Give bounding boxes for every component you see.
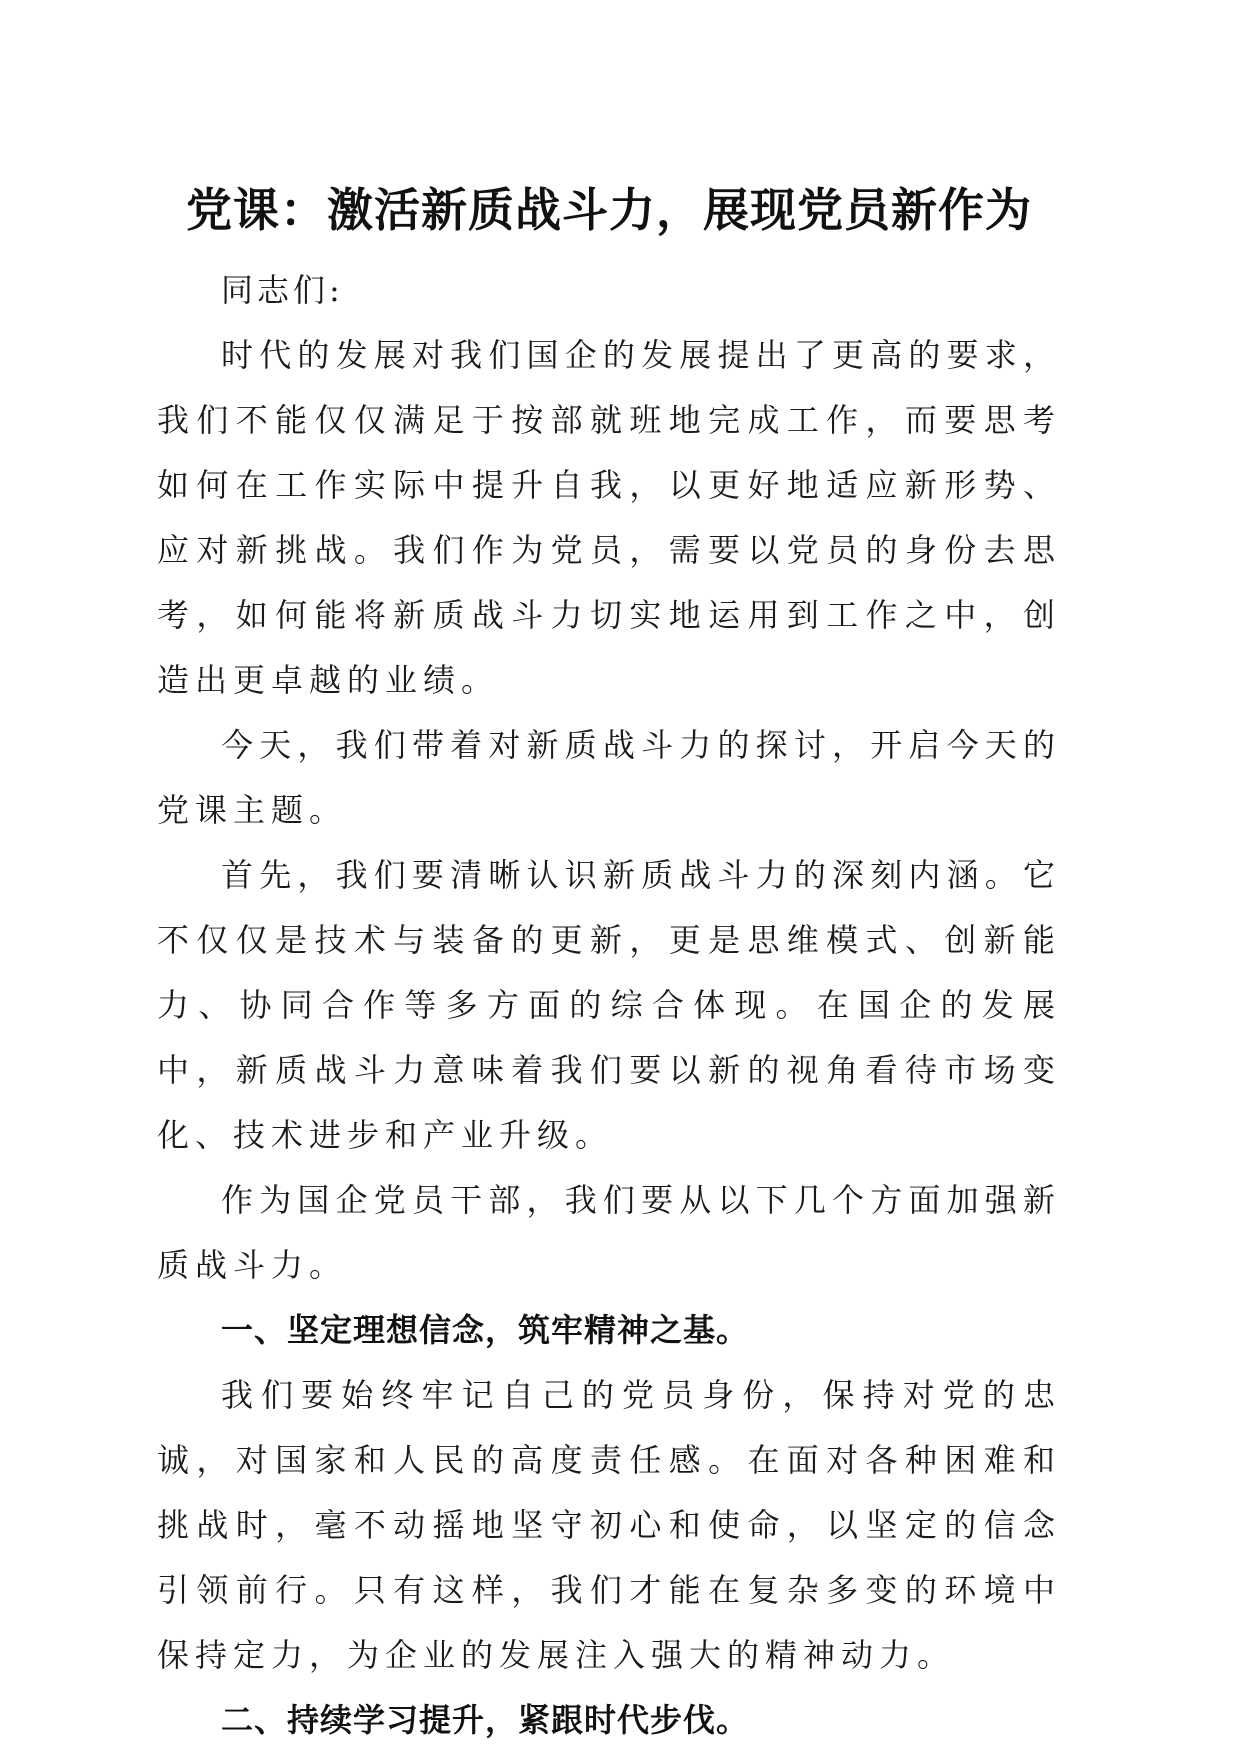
section-heading-2: 二、持续学习提升，紧跟时代步伐。 <box>221 1701 750 1739</box>
paragraph-aspects: 作为国企党员干部，我们要从以下几个方面加强新质战斗力。 <box>157 1181 1061 1284</box>
section-heading-1: 一、坚定理想信念，筑牢精神之基。 <box>221 1311 750 1349</box>
document-body <box>157 180 1061 1753</box>
salutation: 同志们: <box>221 271 344 309</box>
document-title: 党课：激活新质战斗力，展现党员新作为 <box>186 183 1032 237</box>
paragraph-topic: 今天，我们带着对新质战斗力的探讨，开启今天的党课主题。 <box>157 726 1061 829</box>
paragraph-intro: 时代的发展对我们国企的发展提出了更高的要求，我们不能仅仅满足于按部就班地完成工作，而要思考如何在工作实际中提升自我，以更好地适应新形势、应对新挑战。我们作为党员，需要以党员的身份去思考，如何能将新质战斗力切实地运用到工作之中，创造出更卓越的业绩。 <box>157 336 1061 699</box>
paragraph-connotation: 首先，我们要清晰认识新质战斗力的深刻内涵。它不仅仅是技术与装备的更新，更是思维模式、创新能力、协同合作等多方面的综合体现。在国企的发展中，新质战斗力意味着我们要以新的视角看待市场变化、技术进步和产业升级。 <box>157 856 1061 1154</box>
paragraph-faith: 我们要始终牢记自己的党员身份，保持对党的忠诚，对国家和人民的高度责任感。在面对各种困难和挑战时，毫不动摇地坚守初心和使命，以坚定的信念引领前行。只有这样，我们才能在复杂多变的环境中保持定力，为企业的发展注入强大的精神动力。 <box>157 1376 1061 1674</box>
